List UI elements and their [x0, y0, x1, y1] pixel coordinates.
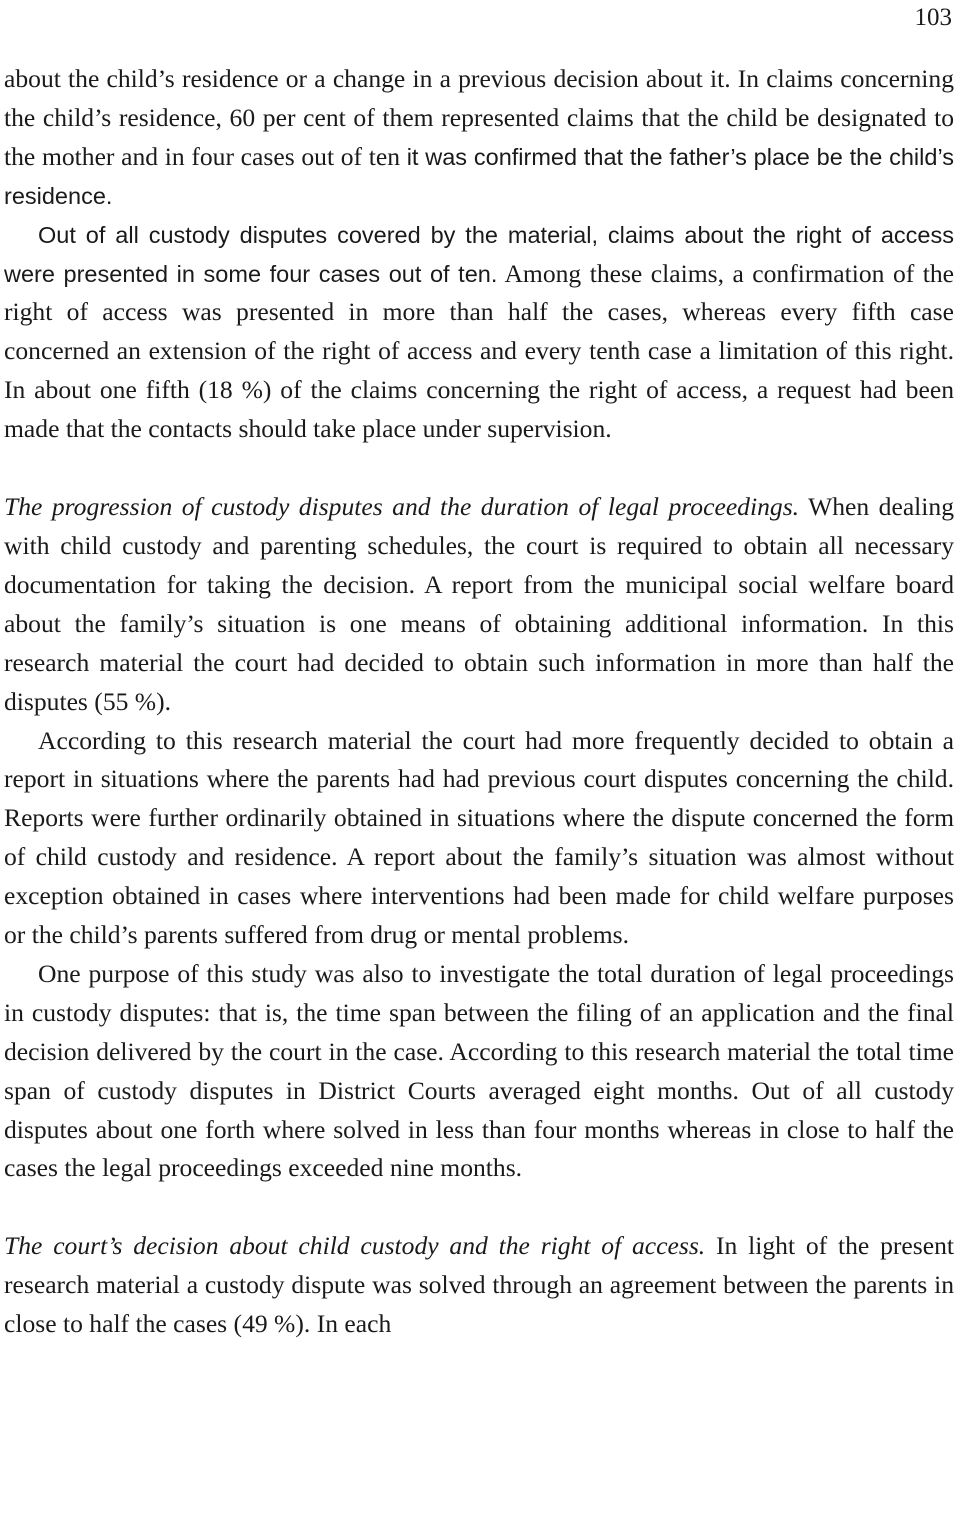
paragraph-residence-claims — [4, 60, 954, 216]
paragraph-text-sans: Out of all custody disputes covered by the material, claims about the right of access were presented in some four cases out of ten. — [4, 221, 954, 287]
paragraph-text: about the child’s residence or a change in a previous decision about it. In claims concerning the child’s residence, 60 per cent of them represented claims that the child be designated to the mother and in four cases out of ten — [4, 64, 954, 171]
paragraph-text: Among these claims, a confirmation of the right of access was presented in more than half the cases, whereas every fifth case concerned an extension of the right of access and every tenth case a limitation of this right. In about one fifth (18 %) of the claims concerning the right of access, a request had been made that the contacts should take place under supervision. — [4, 258, 955, 444]
page-number: 103 — [914, 4, 952, 31]
paragraph-text: When dealing with child custody and parenting schedules, the court is required to obtain all necessary documentation for taking the decision. A report from the municipal social welfare board about the family’s situation is one means of obtaining additional information. In this research material the court had decided to obtain such information in more than half the disputes (55 %). — [4, 492, 954, 716]
document-body — [4, 60, 954, 1344]
section-court-decision — [4, 1227, 954, 1344]
paragraph-duration — [4, 955, 954, 1188]
paragraph-text: According to this research material the court had more frequently decided to obtain a report in situations where the parents had had previous court disputes concerning the child. Reports were further ordinarily obtained in situations where the dispute concerned the form of child custody and residence. A report about the family’s situation was almost without exception obtained in cases where interventions had been made for child welfare purposes or the child’s parents suffered from drug or mental problems. — [4, 725, 954, 950]
paragraph-text: In light of the present research material a custody dispute was solved through an agreement between the parents in close to half the cases (49 %). In each — [4, 1231, 954, 1339]
paragraph-spacer — [4, 1188, 954, 1227]
paragraph-reports — [4, 722, 954, 955]
paragraph-text-sans: it was confirmed that the father’s place be the child’s residence. — [4, 143, 954, 209]
paragraph-text: One purpose of this study was also to investigate the total duration of legal proceedings in custody disputes: that is, the time span between the filing of an application and the final decision delivered by the court in the case. According to this research material the total time span of custody disputes in District Courts averaged eight months. Out of all custody disputes about one forth where solved in less than four months whereas in close to half the cases the legal proceedings exceeded nine months. — [4, 958, 954, 1183]
section-heading: The progression of custody disputes and the duration of legal proceedings. — [4, 492, 800, 522]
paragraph-right-of-access — [4, 216, 954, 449]
paragraph-spacer — [4, 449, 954, 488]
section-progression — [4, 488, 954, 721]
section-heading: The court’s decision about child custody and the right of access. — [4, 1231, 706, 1261]
